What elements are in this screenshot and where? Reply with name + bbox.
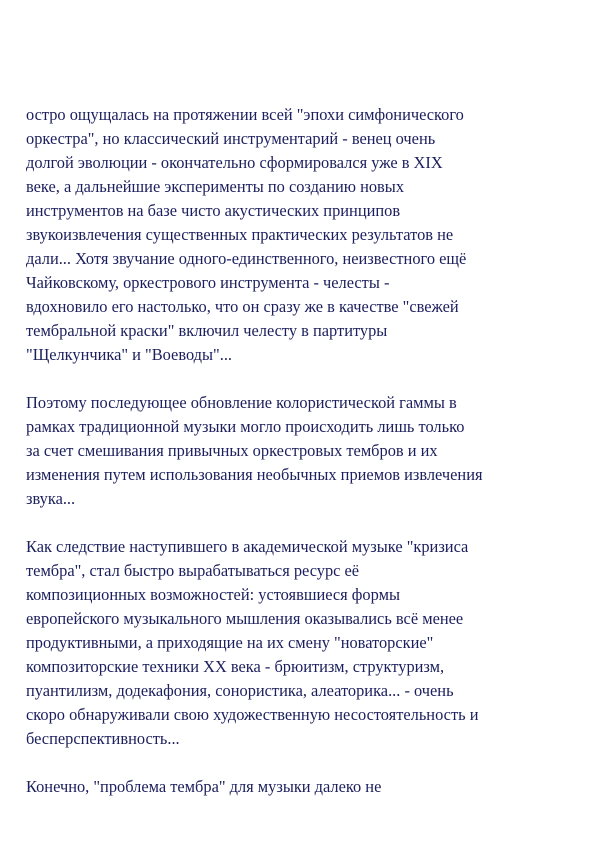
paragraph-1 xyxy=(26,103,586,367)
text-line: инструментов на базе чисто акустических принципов xyxy=(26,201,401,220)
paragraph-2 xyxy=(26,391,586,511)
text-line: вдохновило его настолько, что он сразу же в качестве "свежей xyxy=(26,297,459,316)
text-line: оркестра", но классический инструментарий - венец очень xyxy=(26,129,436,148)
text-line: композиторские техники XX века - брюитизм, структуризм, xyxy=(26,657,445,676)
text-line: звука... xyxy=(26,489,76,508)
text-line: рамках традиционной музыки могло происходить лишь только xyxy=(26,417,465,436)
text-line: "Щелкунчика" и "Воеводы"... xyxy=(26,345,233,364)
text-line: скоро обнаруживали свою художественную несостоятельность и xyxy=(26,705,479,724)
text-line: тембральной краски" включил челесту в партитуры xyxy=(26,321,388,340)
text-line: бесперспективность... xyxy=(26,729,180,748)
paragraph-4 xyxy=(26,775,586,799)
text-line: Как следствие наступившего в академической музыке "кризиса xyxy=(26,537,469,556)
paragraph-3 xyxy=(26,535,586,751)
body-text xyxy=(26,103,586,799)
text-line: за счет смешивания привычных оркестровых тембров и их xyxy=(26,441,438,460)
text-line: дали... Хотя звучание одного-единственного, неизвестного ещё xyxy=(26,249,467,268)
text-line: Поэтому последующее обновление колористической гаммы в xyxy=(26,393,457,412)
text-line: тембра", стал быстро вырабатываться ресурс её xyxy=(26,561,360,580)
text-line: Конечно, "проблема тембра" для музыки далеко не xyxy=(26,777,382,796)
text-line: продуктивными, а приходящие на их смену "новаторские" xyxy=(26,633,434,652)
text-line: звукоизвлечения существенных практических результатов не xyxy=(26,225,454,244)
text-line: веке, а дальнейшие эксперименты по созданию новых xyxy=(26,177,405,196)
text-line: долгой эволюции - окончательно сформировался уже в XIX xyxy=(26,153,443,172)
text-line: остро ощущалась на протяжении всей "эпохи симфонического xyxy=(26,105,464,124)
text-line: Чайковскому, оркестрового инструмента - челесты - xyxy=(26,273,390,292)
text-line: композиционных возможностей: устоявшиеся формы xyxy=(26,585,400,604)
text-line: пуантилизм, додекафония, сонористика, алеаторика... - очень xyxy=(26,681,454,700)
text-line: изменения путем использования необычных приемов извлечения xyxy=(26,465,483,484)
text-line: европейского музыкального мышления оказывались всё менее xyxy=(26,609,464,628)
